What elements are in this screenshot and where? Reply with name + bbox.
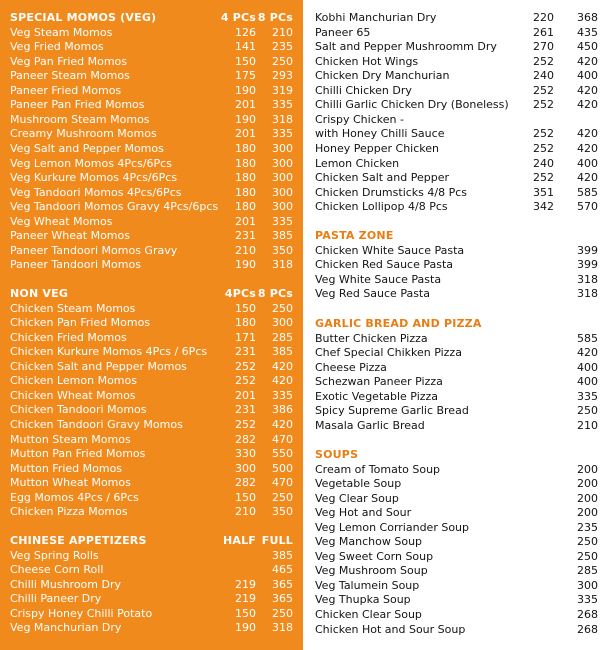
item-price-small: 252 (235, 360, 256, 373)
item-price-small: 252 (533, 142, 554, 155)
menu-item-row (0, 592, 303, 606)
item-price-small: 150 (235, 607, 256, 620)
menu-item-row (0, 621, 303, 635)
menu-item-row (0, 331, 303, 345)
item-price: 250 (577, 550, 598, 563)
item-name: Veg White Sauce Pasta (315, 273, 442, 286)
item-price: 319 (272, 84, 293, 97)
item-name: Veg Thupka Soup (315, 593, 411, 606)
menu-item-row (0, 69, 303, 83)
item-name: Veg Mushroom Soup (315, 564, 428, 577)
menu-item-row (0, 186, 303, 200)
menu-item-row (303, 287, 606, 301)
menu-item-row (303, 477, 606, 491)
right-menu-panel (303, 0, 606, 650)
item-name: Veg Kurkure Momos 4Pcs/6Pcs (10, 171, 178, 184)
menu-item-row (0, 171, 303, 185)
item-name: Veg Lemon Corriander Soup (315, 521, 469, 534)
item-price-small: 252 (533, 127, 554, 140)
menu-item-row (0, 215, 303, 229)
item-price-small: 180 (235, 171, 256, 184)
item-name: Paneer Steam Momos (10, 69, 130, 82)
item-price-small: 252 (533, 98, 554, 111)
menu-item-row (0, 607, 303, 621)
item-price: 450 (577, 40, 598, 53)
item-price-small: 231 (235, 229, 256, 242)
item-name: Cream of Tomato Soup (315, 463, 441, 476)
menu-item-row (303, 506, 606, 520)
item-name: Veg Steam Momos (10, 26, 113, 39)
item-price-small: 219 (235, 592, 256, 605)
item-name: Chicken White Sauce Pasta (315, 244, 465, 257)
menu-item-row (303, 186, 606, 200)
menu-item-row (303, 564, 606, 578)
item-price: 420 (577, 346, 598, 359)
item-price: 550 (272, 447, 293, 460)
item-name: Creamy Mushroom Momos (10, 127, 157, 140)
menu-item-row (0, 258, 303, 272)
item-price-small: 261 (533, 26, 554, 39)
item-price: 420 (272, 374, 293, 387)
item-name: Cheese Pizza (315, 361, 387, 374)
item-name: Cheese Corn Roll (10, 563, 104, 576)
menu-item-row (303, 419, 606, 433)
section-title: GARLIC BREAD AND PIZZA (315, 317, 482, 330)
item-price-small: 201 (235, 98, 256, 111)
menu-item-row (0, 345, 303, 359)
item-name: Veg Pan Fried Momos (10, 55, 128, 68)
item-price: 400 (577, 361, 598, 374)
menu-item-row (0, 447, 303, 461)
item-price-small: 240 (533, 157, 554, 170)
column-header: 4PCs (224, 287, 256, 300)
item-name: Paneer Pan Fried Momos (10, 98, 145, 111)
menu-item-row (303, 55, 606, 69)
item-price: 285 (272, 331, 293, 344)
item-name: Schezwan Paneer Pizza (315, 375, 443, 388)
menu-item-row (0, 157, 303, 171)
item-price: 420 (272, 418, 293, 431)
item-name: Mutton Fried Momos (10, 462, 123, 475)
item-name: Salt and Pepper Mushroomm Dry (315, 40, 497, 53)
item-price: 300 (272, 200, 293, 213)
item-price: 399 (577, 244, 598, 257)
item-price-small: 180 (235, 200, 256, 213)
item-price: 300 (272, 171, 293, 184)
item-name: Chicken Drumsticks 4/8 Pcs (315, 186, 468, 199)
item-name: with Honey Chilli Sauce (315, 127, 445, 140)
menu-item-row (303, 98, 606, 112)
item-price-small: 252 (533, 171, 554, 184)
item-price: 200 (577, 477, 598, 490)
menu-item-row (303, 69, 606, 83)
menu-item-row (0, 418, 303, 432)
item-price-small: 201 (235, 389, 256, 402)
menu-item-row (303, 550, 606, 564)
item-name: Mutton Pan Fried Momos (10, 447, 146, 460)
section-header (0, 11, 303, 25)
item-price: 350 (272, 244, 293, 257)
item-name: Chicken Fried Momos (10, 331, 127, 344)
item-price-small: 282 (235, 433, 256, 446)
item-price: 300 (577, 579, 598, 592)
item-name: Chicken Pan Fried Momos (10, 316, 151, 329)
item-price-small: 270 (533, 40, 554, 53)
menu-item-row (0, 462, 303, 476)
item-price: 250 (577, 404, 598, 417)
item-name: Chilli Paneer Dry (10, 592, 102, 605)
item-price: 318 (577, 273, 598, 286)
item-price: 368 (577, 11, 598, 24)
item-price: 335 (577, 593, 598, 606)
menu-item-row (0, 563, 303, 577)
item-name: Egg Momos 4Pcs / 6Pcs (10, 491, 139, 504)
menu-item-row (0, 200, 303, 214)
item-name: Chicken Dry Manchurian (315, 69, 450, 82)
menu-item-row (0, 403, 303, 417)
item-price: 585 (577, 332, 598, 345)
section-header (0, 287, 303, 301)
menu-item-row (0, 229, 303, 243)
item-price: 465 (272, 563, 293, 576)
item-price: 210 (577, 419, 598, 432)
item-name: Chicken Hot Wings (315, 55, 419, 68)
item-price-small: 252 (533, 55, 554, 68)
item-price: 293 (272, 69, 293, 82)
menu-item-row (0, 389, 303, 403)
menu-item-row (0, 244, 303, 258)
item-price: 335 (272, 127, 293, 140)
item-price-small: 252 (235, 374, 256, 387)
item-price: 399 (577, 258, 598, 271)
section-title: NON VEG (10, 287, 69, 300)
item-price: 420 (577, 142, 598, 155)
item-price: 386 (272, 403, 293, 416)
menu-item-row (303, 142, 606, 156)
item-price: 200 (577, 463, 598, 476)
menu-item-row (303, 273, 606, 287)
section-title: CHINESE APPETIZERS (10, 534, 147, 547)
item-name: Paneer 65 (315, 26, 371, 39)
menu-item-row (0, 55, 303, 69)
section-title: SOUPS (315, 448, 359, 461)
column-header: 8 PCs (257, 11, 293, 24)
item-price: 235 (272, 40, 293, 53)
item-price: 268 (577, 623, 598, 636)
item-name: Crispy Honey Chilli Potato (10, 607, 153, 620)
item-price-small: 330 (235, 447, 256, 460)
item-price: 285 (577, 564, 598, 577)
menu-item-row (303, 346, 606, 360)
item-price-small: 231 (235, 345, 256, 358)
menu-item-row (0, 84, 303, 98)
menu-item-row (303, 608, 606, 622)
item-name: Chicken Tandoori Momos (10, 403, 147, 416)
menu-item-row (303, 332, 606, 346)
item-name: Chilli Garlic Chicken Dry (Boneless) (315, 98, 509, 111)
item-name: Chicken Steam Momos (10, 302, 136, 315)
item-name: Chicken Salt and Pepper (315, 171, 450, 184)
column-header: 4 PCs (220, 11, 256, 24)
item-price-small: 210 (235, 505, 256, 518)
item-price-small: 342 (533, 200, 554, 213)
item-price: 385 (272, 345, 293, 358)
menu-item-row (0, 127, 303, 141)
item-name: Chef Special Chikken Pizza (315, 346, 462, 359)
menu-item-row (303, 26, 606, 40)
item-price: 268 (577, 608, 598, 621)
menu-item-row (303, 200, 606, 214)
item-price-small: 219 (235, 578, 256, 591)
item-name: Veg Manchow Soup (315, 535, 423, 548)
item-price-small: 141 (235, 40, 256, 53)
item-price-small: 201 (235, 215, 256, 228)
menu-item-row (0, 476, 303, 490)
menu-item-row (303, 113, 606, 127)
item-name: Spicy Supreme Garlic Bread (315, 404, 469, 417)
column-header: FULL (261, 534, 293, 547)
item-price: 470 (272, 433, 293, 446)
item-name: Paneer Wheat Momos (10, 229, 130, 242)
item-price: 335 (272, 98, 293, 111)
menu-item-row (303, 11, 606, 25)
item-name: Exotic Vegetable Pizza (315, 390, 439, 403)
menu-item-row (0, 578, 303, 592)
item-price: 200 (577, 506, 598, 519)
item-name: Veg Talumein Soup (315, 579, 420, 592)
item-price-small: 190 (235, 84, 256, 97)
item-price: 300 (272, 142, 293, 155)
menu-item-row (303, 593, 606, 607)
item-price: 470 (272, 476, 293, 489)
item-price: 250 (272, 302, 293, 315)
item-price-small: 180 (235, 142, 256, 155)
item-price: 570 (577, 200, 598, 213)
menu-item-row (303, 40, 606, 54)
item-name: Chilli Chicken Dry (315, 84, 412, 97)
item-price-small: 300 (235, 462, 256, 475)
item-name: Vegetable Soup (315, 477, 402, 490)
item-price: 318 (577, 287, 598, 300)
item-price: 420 (577, 171, 598, 184)
menu-item-row (303, 492, 606, 506)
item-name: Veg Manchurian Dry (10, 621, 122, 634)
item-price: 335 (272, 215, 293, 228)
item-price: 300 (272, 157, 293, 170)
item-price-small: 180 (235, 316, 256, 329)
item-price: 250 (272, 55, 293, 68)
item-name: Veg Tandoori Momos 4Pcs/6Pcs (10, 186, 182, 199)
item-name: Mushroom Steam Momos (10, 113, 150, 126)
item-name: Paneer Tandoori Momos Gravy (10, 244, 178, 257)
item-name: Honey Pepper Chicken (315, 142, 439, 155)
item-name: Veg Spring Rolls (10, 549, 99, 562)
item-price-small: 190 (235, 258, 256, 271)
item-price-small: 175 (235, 69, 256, 82)
item-price: 385 (272, 229, 293, 242)
item-name: Chicken Hot and Sour Soup (315, 623, 466, 636)
menu-item-row (0, 142, 303, 156)
item-name: Veg Clear Soup (315, 492, 399, 505)
item-price: 420 (577, 98, 598, 111)
item-price-small: 180 (235, 186, 256, 199)
item-price: 400 (577, 157, 598, 170)
item-price: 335 (577, 390, 598, 403)
item-price: 200 (577, 492, 598, 505)
section-header (303, 448, 606, 462)
item-name: Chicken Pizza Momos (10, 505, 128, 518)
item-name: Veg Fried Momos (10, 40, 104, 53)
column-header: HALF (222, 534, 256, 547)
section-title: PASTA ZONE (315, 229, 394, 242)
item-price-small: 201 (235, 127, 256, 140)
item-name: Chicken Clear Soup (315, 608, 422, 621)
menu-item-row (303, 390, 606, 404)
menu-item-row (0, 491, 303, 505)
item-price: 335 (272, 389, 293, 402)
menu-item-row (0, 302, 303, 316)
item-price-small: 220 (533, 11, 554, 24)
column-header: 8 PCs (257, 287, 293, 300)
menu-item-row (303, 84, 606, 98)
menu-item-row (303, 579, 606, 593)
item-name: Mutton Steam Momos (10, 433, 131, 446)
menu-item-row (303, 404, 606, 418)
item-price-small: 190 (235, 621, 256, 634)
item-name: Veg Hot and Sour (315, 506, 412, 519)
item-price-small: 150 (235, 55, 256, 68)
item-price: 585 (577, 186, 598, 199)
item-price-small: 231 (235, 403, 256, 416)
menu-item-row (303, 535, 606, 549)
item-price: 350 (272, 505, 293, 518)
item-name: Veg Lemon Momos 4Pcs/6Pcs (10, 157, 172, 170)
item-price-small: 252 (235, 418, 256, 431)
item-name: Mutton Wheat Momos (10, 476, 131, 489)
item-name: Chilli Mushroom Dry (10, 578, 121, 591)
item-price-small: 240 (533, 69, 554, 82)
section-header (303, 317, 606, 331)
menu-item-row (303, 623, 606, 637)
item-name: Veg Wheat Momos (10, 215, 113, 228)
menu-item-row (0, 374, 303, 388)
item-price: 400 (577, 375, 598, 388)
item-price-small: 351 (533, 186, 554, 199)
item-price: 300 (272, 316, 293, 329)
item-name: Veg Red Sauce Pasta (315, 287, 430, 300)
menu-item-row (303, 521, 606, 535)
item-price: 435 (577, 26, 598, 39)
item-price-small: 180 (235, 157, 256, 170)
menu-item-row (0, 433, 303, 447)
menu-item-row (0, 316, 303, 330)
section-header (0, 534, 303, 548)
item-price: 235 (577, 521, 598, 534)
item-price: 420 (577, 127, 598, 140)
item-price: 365 (272, 592, 293, 605)
item-name: Chicken Kurkure Momos 4Pcs / 6Pcs (10, 345, 208, 358)
menu-item-row (303, 244, 606, 258)
menu-item-row (0, 98, 303, 112)
item-price: 300 (272, 186, 293, 199)
item-name: Masala Garlic Bread (315, 419, 425, 432)
menu-item-row (0, 549, 303, 563)
menu-item-row (303, 258, 606, 272)
item-price-small: 210 (235, 244, 256, 257)
item-name: Veg Sweet Corn Soup (315, 550, 434, 563)
item-price: 210 (272, 26, 293, 39)
item-price: 318 (272, 621, 293, 634)
item-price-small: 171 (235, 331, 256, 344)
item-name: Crispy Chicken - (315, 113, 404, 126)
item-price: 500 (272, 462, 293, 475)
item-price-small: 150 (235, 491, 256, 504)
item-price: 250 (272, 491, 293, 504)
item-name: Veg Tandoori Momos Gravy 4Pcs/6pcs (10, 200, 219, 213)
menu-item-row (303, 157, 606, 171)
item-price: 385 (272, 549, 293, 562)
item-price: 420 (577, 84, 598, 97)
menu-item-row (0, 113, 303, 127)
item-price: 318 (272, 258, 293, 271)
menu-item-row (303, 375, 606, 389)
item-price: 250 (272, 607, 293, 620)
menu-item-row (303, 463, 606, 477)
section-title: SPECIAL MOMOS (VEG) (10, 11, 157, 24)
menu-item-row (0, 26, 303, 40)
item-price: 318 (272, 113, 293, 126)
menu-item-row (303, 361, 606, 375)
item-name: Veg Salt and Pepper Momos (10, 142, 164, 155)
item-price-small: 126 (235, 26, 256, 39)
item-price: 250 (577, 535, 598, 548)
menu-item-row (0, 505, 303, 519)
item-price: 420 (577, 55, 598, 68)
menu-item-row (0, 40, 303, 54)
item-price: 420 (272, 360, 293, 373)
item-price-small: 282 (235, 476, 256, 489)
item-name: Chicken Lollipop 4/8 Pcs (315, 200, 448, 213)
menu-item-row (0, 360, 303, 374)
item-price-small: 190 (235, 113, 256, 126)
menu-item-row (303, 127, 606, 141)
item-name: Paneer Fried Momos (10, 84, 122, 97)
item-price-small: 150 (235, 302, 256, 315)
item-name: Kobhi Manchurian Dry (315, 11, 437, 24)
item-name: Chicken Wheat Momos (10, 389, 136, 402)
item-name: Butter Chicken Pizza (315, 332, 428, 345)
item-price: 400 (577, 69, 598, 82)
item-name: Paneer Tandoori Momos (10, 258, 141, 271)
item-name: Lemon Chicken (315, 157, 400, 170)
section-header (303, 229, 606, 243)
item-name: Chicken Salt and Pepper Momos (10, 360, 187, 373)
item-name: Chicken Red Sauce Pasta (315, 258, 454, 271)
item-price-small: 252 (533, 84, 554, 97)
menu-item-row (303, 171, 606, 185)
item-name: Chicken Tandoori Gravy Momos (10, 418, 183, 431)
item-name: Chicken Lemon Momos (10, 374, 137, 387)
item-price: 365 (272, 578, 293, 591)
